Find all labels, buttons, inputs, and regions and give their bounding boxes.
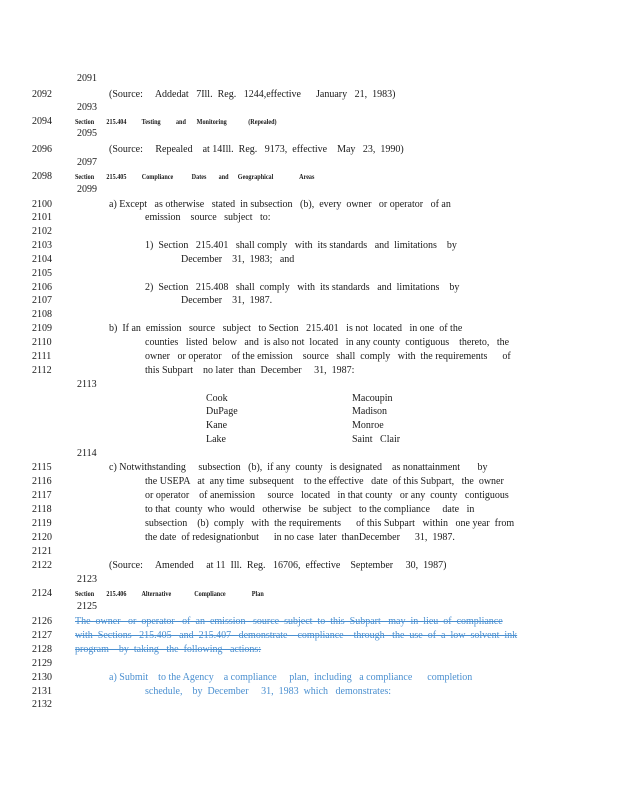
line-number: 2118 bbox=[32, 504, 52, 515]
line-number: 2120 bbox=[32, 532, 52, 543]
body-text: b) If an emission source subject to Section 215.401 is not located in one of the bbox=[109, 323, 463, 334]
body-text: December 31, 1987. bbox=[181, 295, 273, 306]
struck-text: program by taking the following actions: bbox=[75, 644, 262, 655]
section-heading: Section 215.406 Alternative Compliance Plan bbox=[75, 589, 264, 598]
line-number: 2111 bbox=[32, 351, 52, 362]
line-number: 2095 bbox=[77, 128, 97, 139]
body-text: December 31, 1983; and bbox=[181, 254, 295, 265]
line-number: 2129 bbox=[32, 658, 52, 669]
county-name: Madison bbox=[352, 406, 387, 417]
source-note: (Source: Repealed at 14Ill. Reg. 9173, effective May 23, 1990) bbox=[109, 144, 404, 155]
struck-text: The owner or operator of an emission source subject to this Subpart may in lieu of compliance bbox=[75, 616, 503, 627]
line-number: 2103 bbox=[32, 240, 52, 251]
line-number: 2128 bbox=[32, 644, 52, 655]
line-number: 2099 bbox=[77, 184, 97, 195]
line-number: 2094 bbox=[32, 116, 52, 127]
line-number: 2130 bbox=[32, 672, 52, 683]
line-number: 2098 bbox=[32, 171, 52, 182]
line-number: 2091 bbox=[77, 73, 97, 84]
line-number: 2100 bbox=[32, 199, 52, 210]
section-heading: Section 215.404 Testing and Monitoring (Repealed) bbox=[75, 117, 277, 126]
line-number: 2122 bbox=[32, 560, 52, 571]
body-text: the USEPA at any time subsequent to the effective date of this Subpart, the owner bbox=[145, 476, 504, 487]
line-number: 2117 bbox=[32, 490, 52, 501]
line-number: 2126 bbox=[32, 616, 52, 627]
line-number: 2123 bbox=[77, 574, 97, 585]
body-text: to that county who would otherwise be subject to the compliance date in bbox=[145, 504, 475, 515]
line-number: 2121 bbox=[32, 546, 52, 557]
line-number: 2115 bbox=[32, 462, 52, 473]
county-name: Cook bbox=[206, 393, 228, 404]
line-number: 2127 bbox=[32, 630, 52, 641]
line-number: 2112 bbox=[32, 365, 52, 376]
body-text: a) Except as otherwise stated in subsection (b), every owner or operator of an bbox=[109, 199, 451, 210]
body-text: this Subpart no later than December 31, 1987: bbox=[145, 365, 355, 376]
line-number: 2096 bbox=[32, 144, 52, 155]
county-name: Kane bbox=[206, 420, 228, 431]
added-text: schedule, by December 31, 1983 which demonstrates: bbox=[145, 686, 392, 697]
line-number: 2113 bbox=[77, 379, 97, 390]
line-number: 2124 bbox=[32, 588, 52, 599]
body-text: c) Notwithstanding subsection (b), if any county is designated as nonattainment by bbox=[109, 462, 488, 473]
body-text: or operator of anemission source located in that county or any county contiguous bbox=[145, 490, 509, 501]
line-number: 2109 bbox=[32, 323, 52, 334]
line-number: 2097 bbox=[77, 157, 97, 168]
body-text: owner or operator of the emission source shall comply with the requirements of bbox=[145, 351, 511, 362]
county-name: Lake bbox=[206, 434, 226, 445]
county-name: DuPage bbox=[206, 406, 238, 417]
body-text: 1) Section 215.401 shall comply with its standards and limitations by bbox=[145, 240, 457, 251]
line-number: 2107 bbox=[32, 295, 52, 306]
line-number: 2114 bbox=[77, 448, 97, 459]
body-text: the date of redesignationbut in no case later thanDecember 31, 1987. bbox=[145, 532, 455, 543]
line-number: 2101 bbox=[32, 212, 52, 223]
line-number: 2110 bbox=[32, 337, 52, 348]
county-name: Monroe bbox=[352, 420, 384, 431]
body-text: subsection (b) comply with the requirements of this Subpart within one year from bbox=[145, 518, 515, 529]
line-number: 2104 bbox=[32, 254, 52, 265]
line-number: 2102 bbox=[32, 226, 52, 237]
line-number: 2132 bbox=[32, 699, 52, 710]
struck-text: with Sections 215.405 and 215.407 demonstrate compliance through the use of a low solvent ink bbox=[75, 630, 518, 641]
section-heading: Section 215.405 Compliance Dates and Geographical Areas bbox=[75, 172, 315, 181]
body-text: emission source subject to: bbox=[145, 212, 271, 223]
source-note: (Source: Amended at 11 Ill. Reg. 16706, effective September 30, 1987) bbox=[109, 560, 447, 571]
line-number: 2116 bbox=[32, 476, 52, 487]
county-name: Saint Clair bbox=[352, 434, 401, 445]
line-number: 2105 bbox=[32, 268, 52, 279]
county-name: Macoupin bbox=[352, 393, 393, 404]
line-number: 2108 bbox=[32, 309, 52, 320]
line-number: 2093 bbox=[77, 102, 97, 113]
added-text: a) Submit to the Agency a compliance plan, including a compliance completion bbox=[109, 672, 473, 683]
line-number: 2092 bbox=[32, 89, 52, 100]
line-number: 2125 bbox=[77, 601, 97, 612]
body-text: 2) Section 215.408 shall comply with its standards and limitations by bbox=[145, 282, 460, 293]
body-text: counties listed below and is also not located in any county contiguous thereto, the bbox=[145, 337, 510, 348]
line-number: 2119 bbox=[32, 518, 52, 529]
line-number: 2131 bbox=[32, 686, 52, 697]
line-number: 2106 bbox=[32, 282, 52, 293]
source-note: (Source: Addedat 7Ill. Reg. 1244,effective January 21, 1983) bbox=[109, 89, 396, 100]
